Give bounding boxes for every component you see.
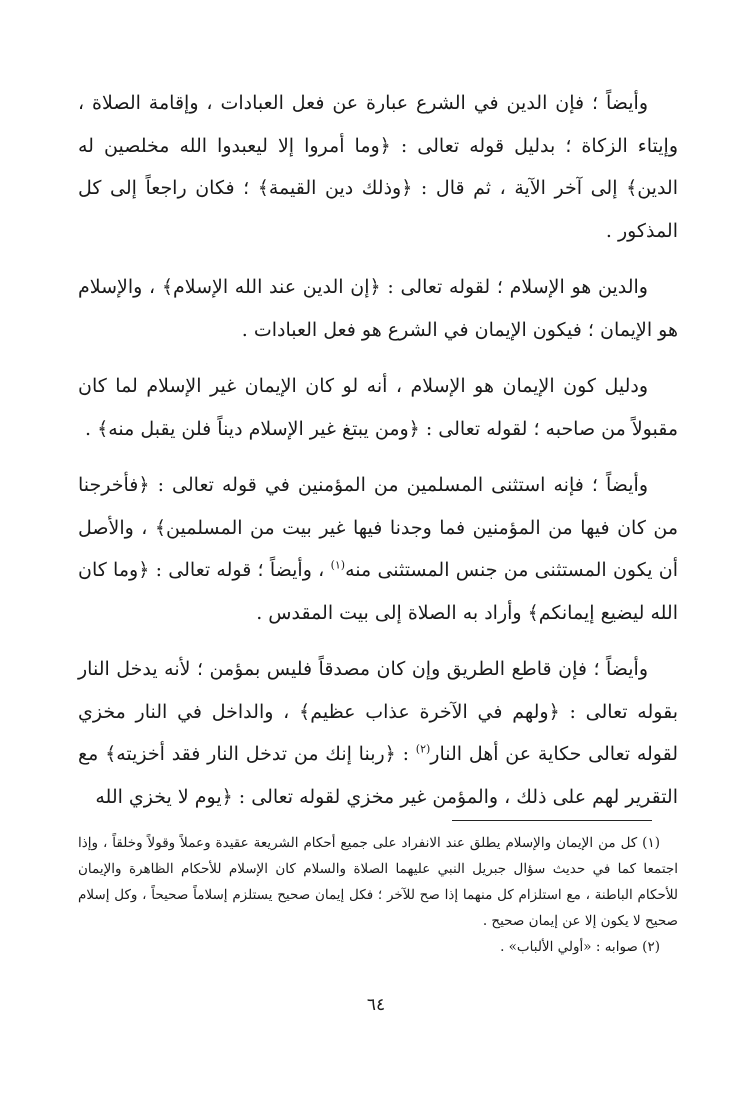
footnotes	[78, 830, 678, 960]
paragraph-4-text-cont: ، وأيضاً ؛ قوله تعالى : ﴿وما كان الله ليضيع إيمانكم﴾ وأراد به الصلاة إلى بيت المقدس .	[78, 559, 678, 624]
page-number: ٦٤	[366, 995, 386, 1015]
footnote-2: (٢) صوابه : «أولي الألباب» .	[500, 939, 660, 955]
footnote-separator	[452, 820, 652, 821]
paragraph-4-text: وأيضاً ؛ فإنه استثنى المسلمين من المؤمنين في قوله تعالى : ﴿فأخرجنا من كان فيها من المؤمنين فما وجدنا فيها غير بيت من المسلمين﴾ ، والأصل أن يكون المستثنى من جنس المستثنى منه	[78, 474, 678, 581]
paragraph-2: والدين هو الإسلام ؛ لقوله تعالى : ﴿إن الدين عند الله الإسلام﴾ ، والإسلام هو الإيمان ؛ فيكون الإيمان في الشرع هو فعل العبادات .	[78, 276, 678, 341]
paragraph-1: وأيضاً ؛ فإن الدين في الشرع عبارة عن فعل العبادات ، وإقامة الصلاة ، وإيتاء الزكاة ؛ بدليل قوله تعالى : ﴿وما أمروا إلا ليعبدوا الله مخلصين له الدين﴾ إلى آخر الآية ، ثم قال : ﴿وذلك دين القيمة﴾ ؛ فكان راجعاً إلى كل المذكور .	[78, 92, 678, 242]
paragraph-3: ودليل كون الإيمان هو الإسلام ، أنه لو كان الإيمان غير الإسلام لما كان مقبولاً من صاحبه ؛ لقوله تعالى : ﴿ومن يبتغ غير الإسلام ديناً فلن يقبل منه﴾ .	[78, 375, 678, 440]
paragraph-5	[78, 648, 678, 818]
paragraph-5-text: وأيضاً ؛ فإن قاطع الطريق وإن كان مصدقاً فليس بمؤمن ؛ لأنه يدخل النار بقوله تعالى : ﴿ولهم في الآخرة عذاب عظيم﴾ ، والداخل في النار مخزي لقوله تعالى حكاية عن أهل النار	[78, 658, 679, 765]
paragraph-4	[78, 464, 678, 634]
footnote-ref-2: (٢)	[415, 742, 431, 756]
footnote-ref-1: (١)	[330, 558, 346, 572]
main-text	[78, 82, 678, 832]
footnote-1: (١) كل من الإيمان والإسلام يطلق عند الانفراد على جميع أحكام الشريعة عقيدة وعملاً وقولاً وخلقاً ، وإذا اجتمعا كما في حديث سؤال جبريل النبي عليهما الصلاة والسلام كان الإسلام للأحكام الظاهرة والإيمان للأحكام الباطنة ، مع استلزام كل منهما إذا صح للآخر ؛ فكل إيمان صحيح يستلزم إسلاماً صحيحاً ، وكل إسلام صحيح لا يكون إلا عن إيمان صحيح .	[78, 835, 678, 929]
paragraph-5-text-cont: : ﴿ربنا إنك من تدخل النار فقد أخزيته﴾ مع التقرير لهم على ذلك ، والمؤمن غير مخزي لقوله تعالى : ﴿يوم لا يخزي الله	[78, 743, 678, 808]
